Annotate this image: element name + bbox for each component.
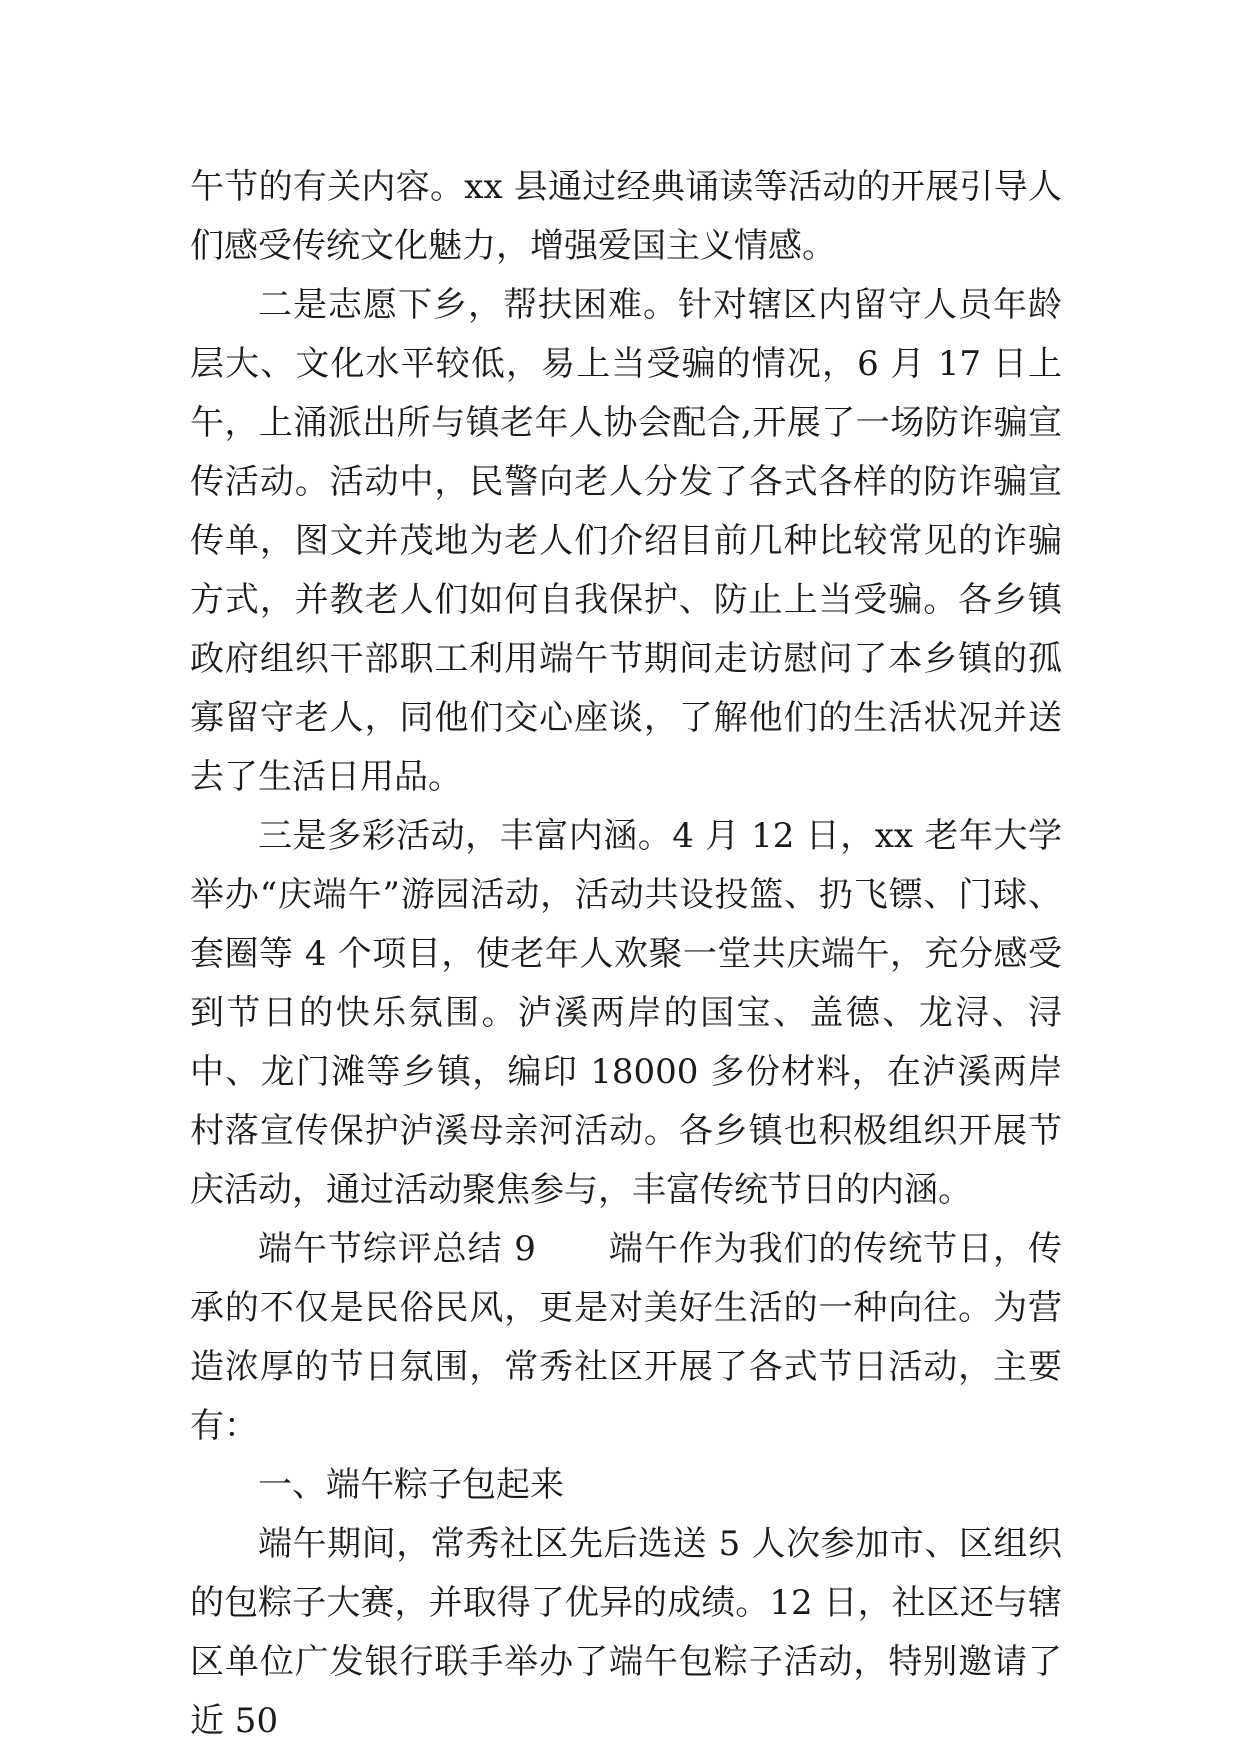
- document-body: [190, 158, 1062, 1751]
- paragraph-5: 端午期间，常秀社区先后选送 5 人次参加市、区组织的包粽子大赛，并取得了优异的成绩。12 日，社区还与辖区单位广发银行联手举办了端午包粽子活动，特别邀请了近 50: [190, 1524, 1062, 1741]
- paragraph-1: 午节的有关内容。xx 县通过经典诵读等活动的开展引导人们感受传统文化魅力，增强爱国主义情感。: [190, 167, 1062, 266]
- section-heading: 端午节综评总结 9: [258, 1229, 536, 1269]
- sub-heading: 一、端午粽子包起来: [258, 1465, 564, 1505]
- paragraph-4-text: 端午作为我们的传统节日，传承的不仅是民俗民风，更是对美好生活的一种向往。为营造浓厚的节日氛围，常秀社区开展了各式节日活动，主要有：: [190, 1229, 1062, 1446]
- paragraph-2: 二是志愿下乡，帮扶困难。针对辖区内留守人员年龄层大、文化水平较低，易上当受骗的情况，6 月 17 日上午，上涌派出所与镇老年人协会配合,开展了一场防诈骗宣传活动。活动中，民警向老人分发了各式各样的防诈骗宣传单，图文并茂地为老人们介绍目前几种比较常见的诈骗方式，并教老人们如何自我保护、防止上当受骗。各乡镇政府组织干部职工利用端午节期间走访慰问了本乡镇的孤寡留守老人，同他们交心座谈，了解他们的生活状况并送去了生活日用品。: [190, 285, 1062, 797]
- paragraph-3: 三是多彩活动，丰富内涵。4 月 12 日，xx 老年大学举办“庆端午”游园活动，活动共设投篮、扔飞镖、门球、套圈等 4 个项目，使老年人欢聚一堂共庆端午，充分感受到节日的快乐氛围。泸溪两岸的国宝、盖德、龙浔、浔中、龙门滩等乡镇，编印 18000 多份材料，在泸溪两岸村落宣传保护泸溪母亲河活动。各乡镇也积极组织开展节庆活动，通过活动聚焦参与，丰富传统节日的内涵。: [190, 816, 1062, 1210]
- paragraph-4: [190, 1220, 1062, 1456]
